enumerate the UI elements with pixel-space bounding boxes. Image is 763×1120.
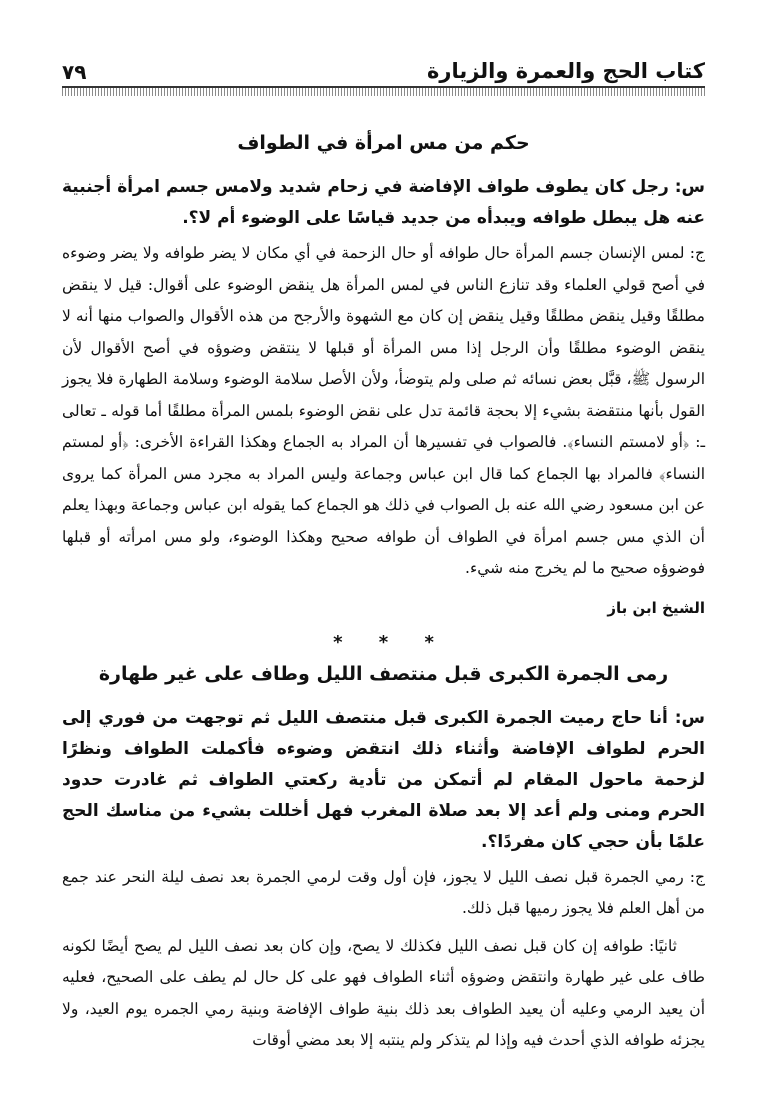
answer-2: ج: رمي الجمرة قبل نصف الليل لا يجوز، فإن أول وقت لرمي الجمرة بعد نصف ليلة النحر عند جمع من أهل العلم فلا يجوز رميها قبل ذلك. <box>62 867 705 917</box>
separator-star: * <box>333 631 343 653</box>
question-2: س: أنا حاج رميت الجمرة الكبرى قبل منتصف الليل ثم توجهت من فوري إلى الحرم لطواف الإفاضة وأثناء ذلك انتقض وضوءه فأكملت الطواف ونظرًا لزحمة ماحول المقام لم أتمكن من تأدية ركعتي الطواف ثم غادرت حدود الحرم ومنى ولم أعد إلا بعد صلاة المغرب فهل أخللت بشيء من مناسك الحج علمًا بأن حجي كان مفردًا؟. <box>62 707 705 852</box>
running-header <box>62 50 705 86</box>
question-1: س: رجل كان يطوف طواف الإفاضة في زحام شديد ولامس جسم امرأة أجنبية عنه هل يبطل طوافه ويبدأه من جديد قياسًا على الوضوء أم لا؟. <box>62 177 705 228</box>
separator-star: * <box>424 631 434 653</box>
answer-2-continued: ثانيًا: طوافه إن كان قبل نصف الليل فكذلك لا يصح، وإن كان بعد نصف الليل لم يصح أيضًا لكونه طاف على غير طهارة وانتقض وضوؤه أثناء الطواف فهو على كل حال لم يطف على الصحيح، فعليه أن يعيد الرمي وعليه أن يعيد الطواف بعد ذلك بنية طواف الإفاضة وبنية رمي الجمره يوم العيد، ولا يجزئه طوافه الذي أحدث فيه وإذا لم يتذكر ولم ينتبه إلا بعد مضي أوقات <box>62 936 705 1049</box>
signature: الشيخ ابن باز <box>607 598 705 617</box>
answer-1: ج: لمس الإنسان جسم المرأة حال طوافه أو حال الزحمة في أي مكان لا يضر طوافه ولا يضر وضوءه في أصح قولي العلماء وقد تنازع الناس في لمس المرأة هل ينقض الوضوء على أقوال: قيل لا ينقض مطلقًا وقيل ينقض مطلقًا وقيل ينقض إن كان مع الشهوة والأرجح من هذه الأقوال والصواب منها أنه لا ينقض الوضوء مطلقًا وأن الرجل إذا مس المرأة أو قبلها لا ينتقض وضوؤه في أصح الأقوال لأن الرسول ﷺ، قبَّل بعض نسائه ثم صلى ولم يتوضأ، ولأن الأصل سلامة الوضوء وسلامة الطهارة فلا يجوز القول بأنها منتقضة بشيء إلا بحجة قائمة تدل على نقض الوضوء بلمس المرأة مطلقًا أما قوله ـ تعالى ـ: ﴿أو لامستم النساء﴾. فالصواب في تفسيرها أن المراد به الجماع وهكذا القراءة الأخرى: ﴿أو لمستم النساء﴾ فالمراد بها الجماع كما قال ابن عباس وجماعة وليس المراد به مجرد مس المرأة كما يروى عن ابن مسعود رضي الله عنه بل الصواب في ذلك هو الجماع كما يقوله ابن عباس وجماعة وبهذا يعلم أن الذي مس جسم امرأة في الطواف أن طوافه صحيح وهكذا الوضوء، ولو مس امرأته أو قبلها فوضوؤه صحيح ما لم يخرج منه شيء. <box>62 244 705 577</box>
section-title-touching-woman: حكم من مس امرأة في الطواف <box>237 132 530 154</box>
header-rule <box>62 86 705 96</box>
section-title-stoning-tawaf: رمى الجمرة الكبرى قبل منتصف الليل وطاف على غير طهارة <box>98 662 669 685</box>
book-title: كتاب الحج والعمرة والزيارة <box>426 59 705 83</box>
separator-star: * <box>378 631 389 653</box>
page-number: ٧٩ <box>62 60 87 84</box>
page-content <box>62 128 705 1057</box>
section-separator <box>62 631 705 655</box>
